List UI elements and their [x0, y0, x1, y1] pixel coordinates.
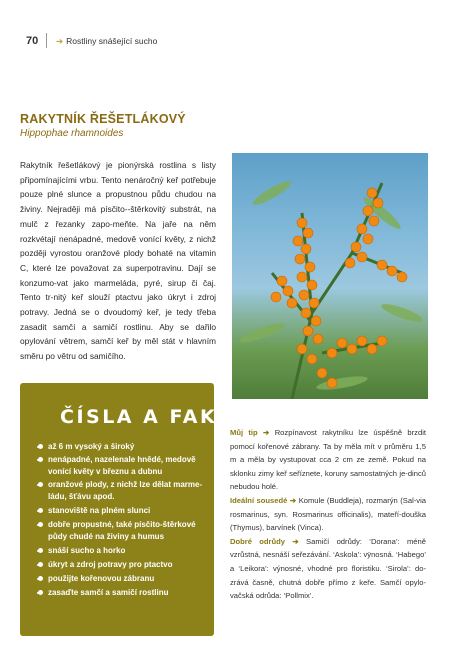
- neighbors-label: Ideální sousedé: [230, 495, 288, 505]
- fact-item: • stanoviště na plném slunci: [48, 505, 208, 517]
- varieties-paragraph: [230, 535, 426, 603]
- breadcrumb: [56, 36, 157, 47]
- article-title: RAKYTNÍK ŘEŠETLÁKOVÝ: [20, 112, 186, 126]
- fact-item: • oranžové plody, z nichž lze dělat marme-ládu, šťávu apod.: [48, 479, 208, 502]
- arrow-right-icon: ➔: [287, 495, 299, 505]
- page-header: [0, 16, 460, 76]
- arrow-right-icon: ➔: [285, 536, 307, 546]
- bullet-icon: [38, 522, 43, 527]
- arrow-right-icon: ➔: [257, 428, 275, 437]
- fact-item: • použijte kořenovou zábranu: [48, 573, 208, 585]
- fact-item: • dobře propustné, také písčito-štěrkové půdy chudé na živiny a humus: [48, 519, 208, 542]
- neighbors-text: Komule (Buddleja), rozmarýn (Sal-via rosmarinus, syn. Rosmarinus officinalis), mateří-douška (Thymus), barvínek (Vinca).: [230, 495, 426, 533]
- sea-buckthorn-photo: [232, 153, 428, 399]
- bullet-icon: [38, 482, 43, 487]
- bullet-icon: [38, 576, 43, 581]
- fact-item: • zasaďte samčí a samičí rostlinu: [48, 587, 208, 599]
- bullet-icon: [38, 562, 43, 567]
- tip-paragraph: [230, 426, 426, 494]
- article-body: Rakytník řešetlákový je pionýrská rostlina s listy připomínajícími vrbu. Tento nenáročný keř potřebuje pouze plné slunce a propustnou půdu chudou na živiny. Nejraději má písčito--štěrkovitý substrát, na mulč z řezanky zapo-meňte. Na jaře na něm rozkvétají nenápadné, medově vonící květy, z nichž později vyrostou oranžové plody bohaté na vitamin C, které lze považovat za superpotravinu. Dají se konzumo-vat jako marmeláda, pyré, sirup či čaj. Tento tr-nitý keř slouží ptactvu jako úkryt i zdroj potravy. Jedná se o dvoudomý keř, je tedy třeba zasadit samčí a samičí rostlinu. Aby se dařilo opylování větrem, samčí keř by měl stát v hlavním směru po větru od samičího.: [20, 160, 216, 362]
- tip-text: Rozpínavost rakytníku lze úspěšně brzdit pomocí kořenové zábrany. Ta by měla mít v průměru 1,5 m a měla by vystupovat cca 2 cm ze země. Pokud na sklonku zimy keř seříznete, koruny samostatných je-dinců nebudou holé.: [230, 428, 426, 492]
- fact-item: • až 6 m vysoký a široký: [48, 441, 208, 453]
- facts-title: ČÍSLA A FAKTA: [60, 406, 249, 428]
- varieties-label: Dobré odrůdy: [230, 536, 286, 546]
- bullet-icon: [38, 548, 43, 553]
- bullet-icon: [38, 457, 43, 462]
- fact-item: • snáší sucho a horko: [48, 545, 208, 557]
- bullet-icon: [38, 590, 43, 595]
- breadcrumb-label: Rostliny snášející sucho: [66, 36, 158, 46]
- berry-illustration: [232, 153, 428, 399]
- page-number: 70: [26, 35, 39, 47]
- latin-name: Hippophae rhamnoides: [20, 128, 124, 139]
- fact-item: • úkryt a zdroj potravy pro ptactvo: [48, 559, 208, 571]
- arrow-right-icon: ➔: [56, 36, 64, 46]
- sidebar-notes: [230, 426, 426, 603]
- header-divider: [46, 33, 47, 48]
- varieties-text: Samičí odrůdy: ‘Dorana’: méně vzrůstná, nesnáší seřezávání. ‘Askola’: vÿnosná. ‘Habego’ a ‘Leikora’: výnosné, vhodné pro floristiku. ‘Sirola’: do-zrává časně, chutná dobře přímo z keře. Samčí opylo-vačská odrůda: ‘Pollmix’.: [230, 536, 426, 601]
- bullet-icon: [38, 508, 43, 513]
- fact-item: • nenápadné, nazelenale hnědé, medově vonící květy v březnu a dubnu: [48, 454, 208, 477]
- bullet-icon: [38, 444, 43, 449]
- neighbors-paragraph: [230, 494, 426, 535]
- tip-label: Můj tip: [230, 428, 258, 437]
